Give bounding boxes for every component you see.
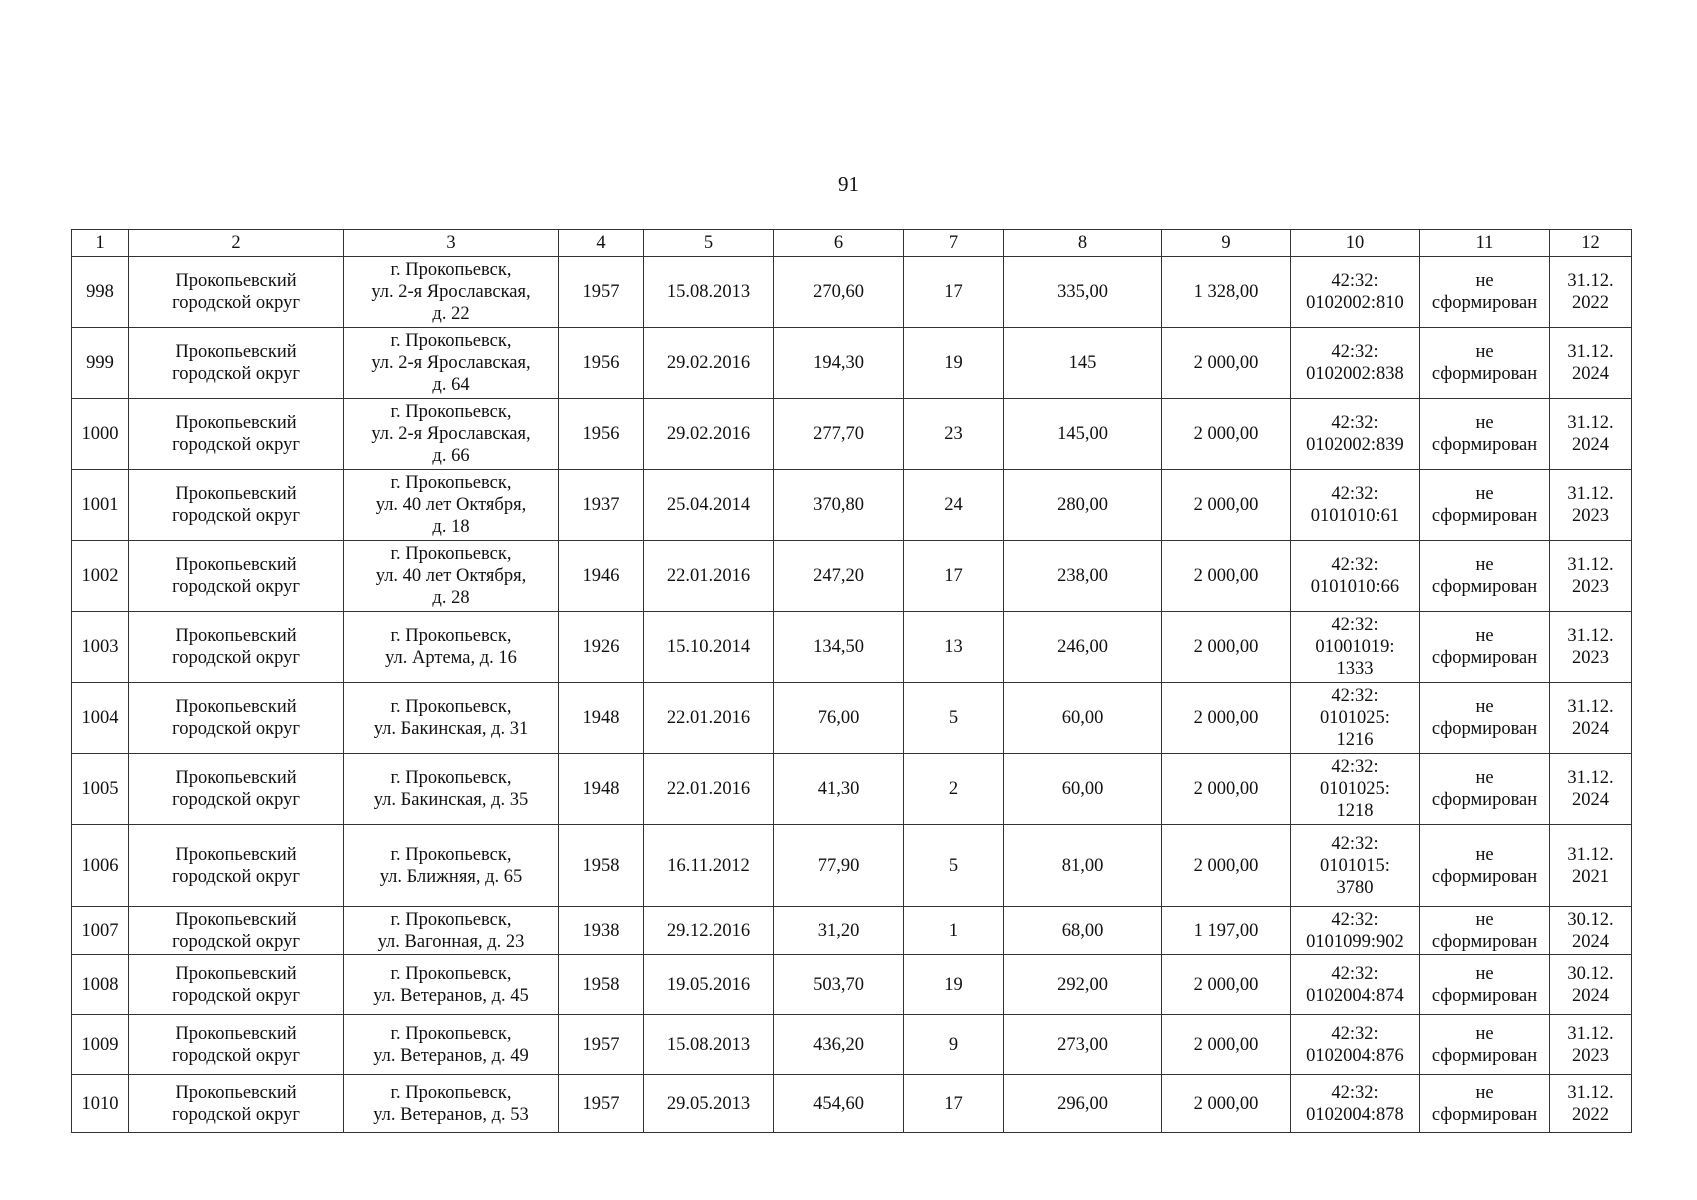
cadastral-cell: 42:32: 0102004:878 [1291, 1075, 1420, 1133]
value-cell: 296,00 [1004, 1075, 1162, 1133]
row-number: 1006 [72, 825, 129, 907]
page-number: 91 [838, 172, 859, 196]
row-number: 1000 [72, 399, 129, 470]
area-cell: 370,80 [774, 470, 904, 541]
date-cell: 22.01.2016 [644, 754, 774, 825]
municipality-cell: Прокопьевский городской округ [129, 683, 344, 754]
table-row [72, 683, 1632, 754]
value-cell: 2 000,00 [1162, 541, 1291, 612]
deadline-cell: 31.12. 2024 [1550, 399, 1632, 470]
value-cell: 273,00 [1004, 1015, 1162, 1075]
status-cell: не сформирован [1420, 612, 1550, 683]
deadline-cell: 31.12. 2024 [1550, 754, 1632, 825]
table-row [72, 955, 1632, 1015]
cadastral-cell: 42:32: 0101010:61 [1291, 470, 1420, 541]
row-number: 1005 [72, 754, 129, 825]
residents-cell: 17 [904, 1075, 1004, 1133]
table-row [72, 470, 1632, 541]
row-number: 1003 [72, 612, 129, 683]
cadastral-cell: 42:32: 01001019: 1333 [1291, 612, 1420, 683]
row-number: 1009 [72, 1015, 129, 1075]
year-cell: 1937 [559, 470, 644, 541]
area-cell: 134,50 [774, 612, 904, 683]
value-cell: 335,00 [1004, 257, 1162, 328]
cadastral-cell: 42:32: 0102004:874 [1291, 955, 1420, 1015]
area-cell: 503,70 [774, 955, 904, 1015]
table-row [72, 754, 1632, 825]
area-cell: 247,20 [774, 541, 904, 612]
cadastral-cell: 42:32: 0101010:66 [1291, 541, 1420, 612]
deadline-cell: 31.12. 2024 [1550, 683, 1632, 754]
value-cell: 2 000,00 [1162, 328, 1291, 399]
municipality-cell: Прокопьевский городской округ [129, 907, 344, 955]
deadline-cell: 31.12. 2023 [1550, 1015, 1632, 1075]
date-cell: 15.10.2014 [644, 612, 774, 683]
column-header: 12 [1550, 230, 1632, 257]
status-cell: не сформирован [1420, 1075, 1550, 1133]
area-cell: 77,90 [774, 825, 904, 907]
status-cell: не сформирован [1420, 470, 1550, 541]
deadline-cell: 31.12. 2023 [1550, 541, 1632, 612]
status-cell: не сформирован [1420, 1015, 1550, 1075]
residents-cell: 17 [904, 541, 1004, 612]
status-cell: не сформирован [1420, 257, 1550, 328]
table-row [72, 1075, 1632, 1133]
value-cell: 2 000,00 [1162, 825, 1291, 907]
year-cell: 1926 [559, 612, 644, 683]
column-header: 3 [344, 230, 559, 257]
value-cell: 81,00 [1004, 825, 1162, 907]
residents-cell: 9 [904, 1015, 1004, 1075]
table-body [72, 257, 1632, 1133]
year-cell: 1938 [559, 907, 644, 955]
address-cell: г. Прокопьевск, ул. 40 лет Октября, д. 28 [344, 541, 559, 612]
cadastral-cell: 42:32: 0101015: 3780 [1291, 825, 1420, 907]
value-cell: 145,00 [1004, 399, 1162, 470]
value-cell: 292,00 [1004, 955, 1162, 1015]
value-cell: 1 197,00 [1162, 907, 1291, 955]
value-cell: 2 000,00 [1162, 955, 1291, 1015]
year-cell: 1957 [559, 257, 644, 328]
row-number: 1001 [72, 470, 129, 541]
value-cell: 2 000,00 [1162, 470, 1291, 541]
value-cell: 2 000,00 [1162, 1075, 1291, 1133]
deadline-cell: 31.12. 2022 [1550, 257, 1632, 328]
value-cell: 2 000,00 [1162, 754, 1291, 825]
municipality-cell: Прокопьевский городской округ [129, 257, 344, 328]
table-row [72, 399, 1632, 470]
value-cell: 60,00 [1004, 754, 1162, 825]
address-cell: г. Прокопьевск, ул. 2-я Ярославская, д. 64 [344, 328, 559, 399]
year-cell: 1948 [559, 754, 644, 825]
row-number: 1007 [72, 907, 129, 955]
column-header: 1 [72, 230, 129, 257]
area-cell: 270,60 [774, 257, 904, 328]
area-cell: 454,60 [774, 1075, 904, 1133]
deadline-cell: 30.12. 2024 [1550, 955, 1632, 1015]
row-number: 1008 [72, 955, 129, 1015]
table-row [72, 825, 1632, 907]
column-header: 10 [1291, 230, 1420, 257]
column-number-row [72, 230, 1632, 257]
table-row [72, 907, 1632, 955]
municipality-cell: Прокопьевский городской округ [129, 754, 344, 825]
year-cell: 1958 [559, 825, 644, 907]
residents-cell: 2 [904, 754, 1004, 825]
year-cell: 1956 [559, 399, 644, 470]
year-cell: 1948 [559, 683, 644, 754]
value-cell: 2 000,00 [1162, 399, 1291, 470]
value-cell: 145 [1004, 328, 1162, 399]
housing-register-table [71, 229, 1632, 1133]
municipality-cell: Прокопьевский городской округ [129, 541, 344, 612]
row-number: 998 [72, 257, 129, 328]
deadline-cell: 30.12. 2024 [1550, 907, 1632, 955]
status-cell: не сформирован [1420, 683, 1550, 754]
row-number: 1002 [72, 541, 129, 612]
area-cell: 31,20 [774, 907, 904, 955]
deadline-cell: 31.12. 2022 [1550, 1075, 1632, 1133]
municipality-cell: Прокопьевский городской округ [129, 1075, 344, 1133]
date-cell: 22.01.2016 [644, 683, 774, 754]
address-cell: г. Прокопьевск, ул. 2-я Ярославская, д. 66 [344, 399, 559, 470]
date-cell: 22.01.2016 [644, 541, 774, 612]
residents-cell: 13 [904, 612, 1004, 683]
date-cell: 15.08.2013 [644, 1015, 774, 1075]
date-cell: 25.04.2014 [644, 470, 774, 541]
address-cell: г. Прокопьевск, ул. Артема, д. 16 [344, 612, 559, 683]
value-cell: 60,00 [1004, 683, 1162, 754]
table-row [72, 328, 1632, 399]
column-header: 6 [774, 230, 904, 257]
residents-cell: 19 [904, 328, 1004, 399]
cadastral-cell: 42:32: 0102002:838 [1291, 328, 1420, 399]
deadline-cell: 31.12. 2021 [1550, 825, 1632, 907]
date-cell: 29.02.2016 [644, 328, 774, 399]
column-header: 8 [1004, 230, 1162, 257]
municipality-cell: Прокопьевский городской округ [129, 470, 344, 541]
address-cell: г. Прокопьевск, ул. Ближняя, д. 65 [344, 825, 559, 907]
municipality-cell: Прокопьевский городской округ [129, 399, 344, 470]
address-cell: г. Прокопьевск, ул. Бакинская, д. 35 [344, 754, 559, 825]
cadastral-cell: 42:32: 0102002:839 [1291, 399, 1420, 470]
residents-cell: 1 [904, 907, 1004, 955]
cadastral-cell: 42:32: 0101025: 1216 [1291, 683, 1420, 754]
address-cell: г. Прокопьевск, ул. Вагонная, д. 23 [344, 907, 559, 955]
address-cell: г. Прокопьевск, ул. 2-я Ярославская, д. 22 [344, 257, 559, 328]
value-cell: 238,00 [1004, 541, 1162, 612]
address-cell: г. Прокопьевск, ул. Бакинская, д. 31 [344, 683, 559, 754]
status-cell: не сформирован [1420, 754, 1550, 825]
date-cell: 29.02.2016 [644, 399, 774, 470]
value-cell: 2 000,00 [1162, 612, 1291, 683]
value-cell: 280,00 [1004, 470, 1162, 541]
area-cell: 76,00 [774, 683, 904, 754]
table-row [72, 1015, 1632, 1075]
table-row [72, 257, 1632, 328]
address-cell: г. Прокопьевск, ул. Ветеранов, д. 45 [344, 955, 559, 1015]
value-cell: 2 000,00 [1162, 1015, 1291, 1075]
column-header: 9 [1162, 230, 1291, 257]
column-header: 4 [559, 230, 644, 257]
date-cell: 19.05.2016 [644, 955, 774, 1015]
municipality-cell: Прокопьевский городской округ [129, 328, 344, 399]
table-row [72, 612, 1632, 683]
table-row [72, 541, 1632, 612]
area-cell: 277,70 [774, 399, 904, 470]
value-cell: 246,00 [1004, 612, 1162, 683]
date-cell: 29.05.2013 [644, 1075, 774, 1133]
deadline-cell: 31.12. 2024 [1550, 328, 1632, 399]
row-number: 1004 [72, 683, 129, 754]
year-cell: 1956 [559, 328, 644, 399]
row-number: 999 [72, 328, 129, 399]
column-header: 5 [644, 230, 774, 257]
address-cell: г. Прокопьевск, ул. 40 лет Октября, д. 18 [344, 470, 559, 541]
status-cell: не сформирован [1420, 541, 1550, 612]
deadline-cell: 31.12. 2023 [1550, 612, 1632, 683]
residents-cell: 5 [904, 825, 1004, 907]
status-cell: не сформирован [1420, 399, 1550, 470]
cadastral-cell: 42:32: 0101099:902 [1291, 907, 1420, 955]
value-cell: 68,00 [1004, 907, 1162, 955]
residents-cell: 24 [904, 470, 1004, 541]
residents-cell: 5 [904, 683, 1004, 754]
row-number: 1010 [72, 1075, 129, 1133]
residents-cell: 19 [904, 955, 1004, 1015]
residents-cell: 23 [904, 399, 1004, 470]
municipality-cell: Прокопьевский городской округ [129, 612, 344, 683]
date-cell: 15.08.2013 [644, 257, 774, 328]
area-cell: 41,30 [774, 754, 904, 825]
column-header: 2 [129, 230, 344, 257]
residents-cell: 17 [904, 257, 1004, 328]
municipality-cell: Прокопьевский городской округ [129, 955, 344, 1015]
area-cell: 194,30 [774, 328, 904, 399]
date-cell: 16.11.2012 [644, 825, 774, 907]
status-cell: не сформирован [1420, 907, 1550, 955]
address-cell: г. Прокопьевск, ул. Ветеранов, д. 49 [344, 1015, 559, 1075]
area-cell: 436,20 [774, 1015, 904, 1075]
column-header: 7 [904, 230, 1004, 257]
value-cell: 2 000,00 [1162, 683, 1291, 754]
cadastral-cell: 42:32: 0102002:810 [1291, 257, 1420, 328]
year-cell: 1946 [559, 541, 644, 612]
municipality-cell: Прокопьевский городской округ [129, 825, 344, 907]
date-cell: 29.12.2016 [644, 907, 774, 955]
municipality-cell: Прокопьевский городской округ [129, 1015, 344, 1075]
status-cell: не сформирован [1420, 328, 1550, 399]
value-cell: 1 328,00 [1162, 257, 1291, 328]
cadastral-cell: 42:32: 0102004:876 [1291, 1015, 1420, 1075]
year-cell: 1957 [559, 1015, 644, 1075]
column-header: 11 [1420, 230, 1550, 257]
status-cell: не сформирован [1420, 955, 1550, 1015]
status-cell: не сформирован [1420, 825, 1550, 907]
year-cell: 1958 [559, 955, 644, 1015]
cadastral-cell: 42:32: 0101025: 1218 [1291, 754, 1420, 825]
address-cell: г. Прокопьевск, ул. Ветеранов, д. 53 [344, 1075, 559, 1133]
year-cell: 1957 [559, 1075, 644, 1133]
deadline-cell: 31.12. 2023 [1550, 470, 1632, 541]
